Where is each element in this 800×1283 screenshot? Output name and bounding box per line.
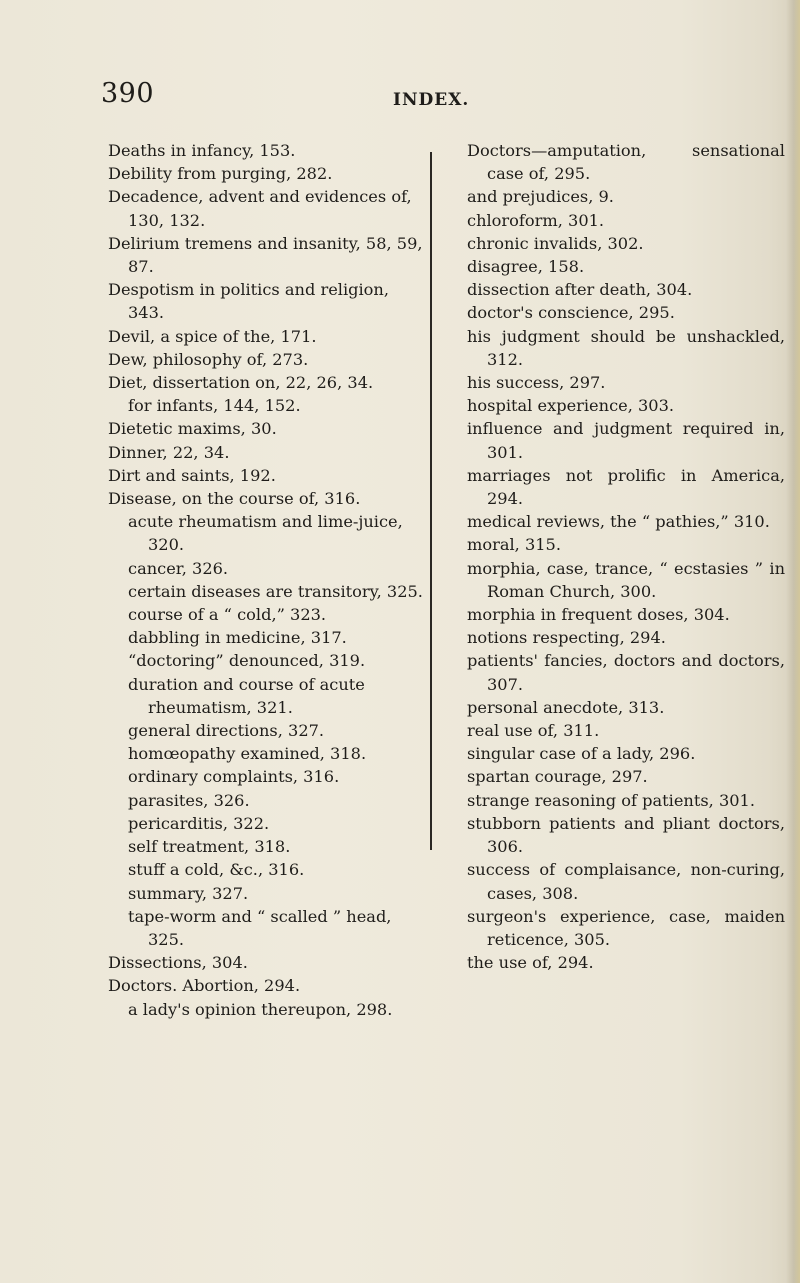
index-entry: dabbling in medicine, 317. — [128, 628, 347, 648]
index-entry: spartan courage, 297. — [467, 767, 648, 787]
index-entry: strange reasoning of patients, 301. — [467, 790, 755, 810]
index-entry: morphia in frequent doses, 304. — [467, 605, 730, 625]
index-entry: certain diseases are transitory, 325. — [128, 581, 423, 601]
index-entry: parasites, 326. — [128, 790, 250, 810]
index-entry: and prejudices, 9. — [467, 187, 614, 207]
index-entry: marriages not prolific in America, 294. — [467, 465, 785, 509]
page-number: 390 — [101, 78, 155, 109]
index-entry: stuff a cold, &c., 316. — [128, 860, 305, 880]
index-entry: patients' fancies, doctors and doctors, 307. — [467, 651, 785, 694]
index-entry: personal anecdote, 313. — [467, 697, 665, 717]
index-entry: surgeon's experience, case, maiden reticence, 305. — [467, 906, 785, 949]
index-entry: disagree, 158. — [467, 257, 585, 277]
index-entry: Dirt and saints, 192. — [108, 465, 276, 485]
index-entry: real use of, 311. — [467, 721, 600, 741]
index-entry: self treatment, 318. — [128, 837, 291, 857]
index-entry: Despotism in politics and religion, 343. — [108, 280, 389, 323]
index-entry: his judgment should be unshackled, 312. — [467, 326, 785, 369]
index-entry: homœopathy examined, 318. — [128, 744, 367, 764]
index-entry: Delirium tremens and insanity, 58, 59, 87. — [108, 233, 423, 277]
index-entry: stubborn patients and pliant doctors, 306. — [467, 813, 785, 857]
index-entry: for infants, 144, 152. — [128, 396, 301, 416]
index-entry: course of a “ cold,” 323. — [128, 605, 327, 625]
index-entry: Dietetic maxims, 30. — [108, 419, 277, 439]
index-entry: Dissections, 304. — [108, 953, 248, 973]
index-entry: singular case of a lady, 296. — [467, 744, 696, 764]
index-entry: Devil, a spice of the, 171. — [108, 326, 317, 346]
index-entry: moral, 315. — [467, 535, 561, 555]
index-entry: duration and course of acute rheumatism, 321. — [128, 674, 365, 717]
index-entry: Dinner, 22, 34. — [108, 442, 230, 462]
index-entry: cancer, 326. — [128, 558, 229, 578]
index-entry: Decadence, advent and evidences of, 130, 132. — [108, 187, 412, 230]
index-entry: chronic invalids, 302. — [467, 233, 644, 253]
page-edge-shadow — [786, 0, 800, 1283]
index-entry: a lady's opinion thereupon, 298. — [128, 999, 393, 1019]
index-column-left — [108, 139, 423, 1021]
index-entry: success of complaisance, non-curing, cases, 308. — [467, 860, 785, 903]
index-entry: hospital experience, 303. — [467, 396, 675, 416]
index-entry: acute rheumatism and lime-juice, 320. — [128, 512, 403, 555]
index-entry: morphia, case, trance, “ ecstasies ” in Roman Church, 300. — [467, 558, 785, 601]
index-entry: “doctoring” denounced, 319. — [128, 651, 366, 671]
index-column-right — [467, 139, 785, 974]
index-entry: doctor's conscience, 295. — [467, 303, 675, 323]
index-entry: chloroform, 301. — [467, 210, 605, 230]
index-entry: dissection after death, 304. — [467, 280, 693, 300]
running-head: INDEX. — [393, 90, 470, 110]
index-entry: influence and judgment required in, 301. — [467, 419, 785, 462]
index-entry: Dew, philosophy of, 273. — [108, 349, 309, 369]
column-divider — [430, 152, 432, 850]
index-entry: medical reviews, the “ pathies,” 310. — [467, 512, 770, 532]
index-entry: the use of, 294. — [467, 953, 594, 973]
index-entry: summary, 327. — [128, 883, 249, 903]
index-entry: Deaths in infancy, 153. — [108, 141, 296, 160]
index-entry: Debility from purging, 282. — [108, 164, 333, 184]
index-entry: general directions, 327. — [128, 721, 325, 741]
index-entry: his success, 297. — [467, 373, 606, 393]
index-entry: Doctors—amputation, sensational case of, 295. — [467, 141, 785, 184]
index-entry: ordinary complaints, 316. — [128, 767, 340, 787]
index-entry: Diet, dissertation on, 22, 26, 34. — [108, 373, 374, 393]
index-entry: tape-worm and “ scalled ” head, 325. — [128, 906, 392, 949]
index-entry: notions respecting, 294. — [467, 628, 666, 648]
index-entry: Doctors. Abortion, 294. — [108, 976, 301, 996]
index-entry: Disease, on the course of, 316. — [108, 489, 361, 509]
index-entry: pericarditis, 322. — [128, 813, 270, 833]
